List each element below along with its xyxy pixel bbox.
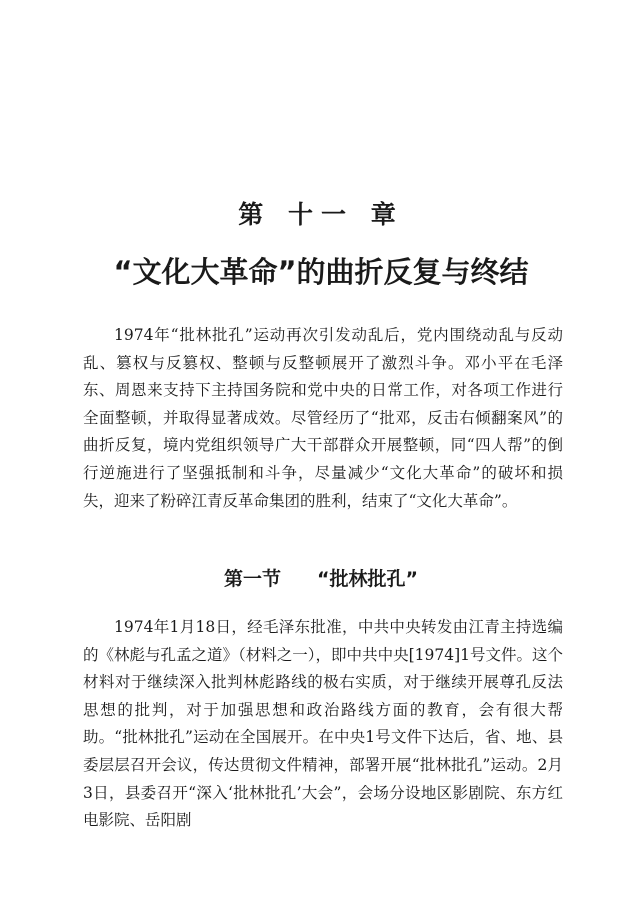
chapter-title: “文化大革命”的曲折反复与终结 <box>113 255 529 289</box>
section-heading <box>0 565 642 593</box>
chapter-number: 第 十一 章 <box>238 200 404 229</box>
section-label: 第一节 <box>224 568 282 590</box>
section-title: “批林批孔” <box>317 568 418 590</box>
section-paragraph: 1974年1月18日，经毛泽东批准，中共中央转发由江青主持选编的《林彪与孔孟之道》（材料之一），即中共中央[1974]1号文件。这个材料对于继续深入批判林彪路线的极右实质，对于继续开展尊孔反法思想的批判，对于加强思想和政治路线方面的教育，会有很大帮助。“批林批孔”运动在全国展开。在中央1号文件下达后，省、地、县委层层召开会议，传达贯彻文件精神，部署开展“批林批孔”运动。2月3日，县委召开“深入‘批林批孔’大会”，会场分设地区影剧院、东方红电影院、岳阳剧 <box>83 618 563 830</box>
intro-paragraph: 1974年“批林批孔”运动再次引发动乱后，党内围绕动乱与反动乱、篡权与反篡权、整顿与反整顿展开了激烈斗争。邓小平在毛泽东、周恩来支持下主持国务院和党中央的日常工作，对各项工作进行全面整顿，并取得显著成效。尽管经历了“批邓，反击右倾翻案风”的曲折反复，境内党组织领导广大干部群众开展整顿，同“四人帮”的倒行逆施进行了坚强抵制和斗争，尽量减少“文化大革命”的破坏和损失，迎来了粉碎江青反革命集团的胜利，结束了“文化大革命”。 <box>83 326 563 510</box>
